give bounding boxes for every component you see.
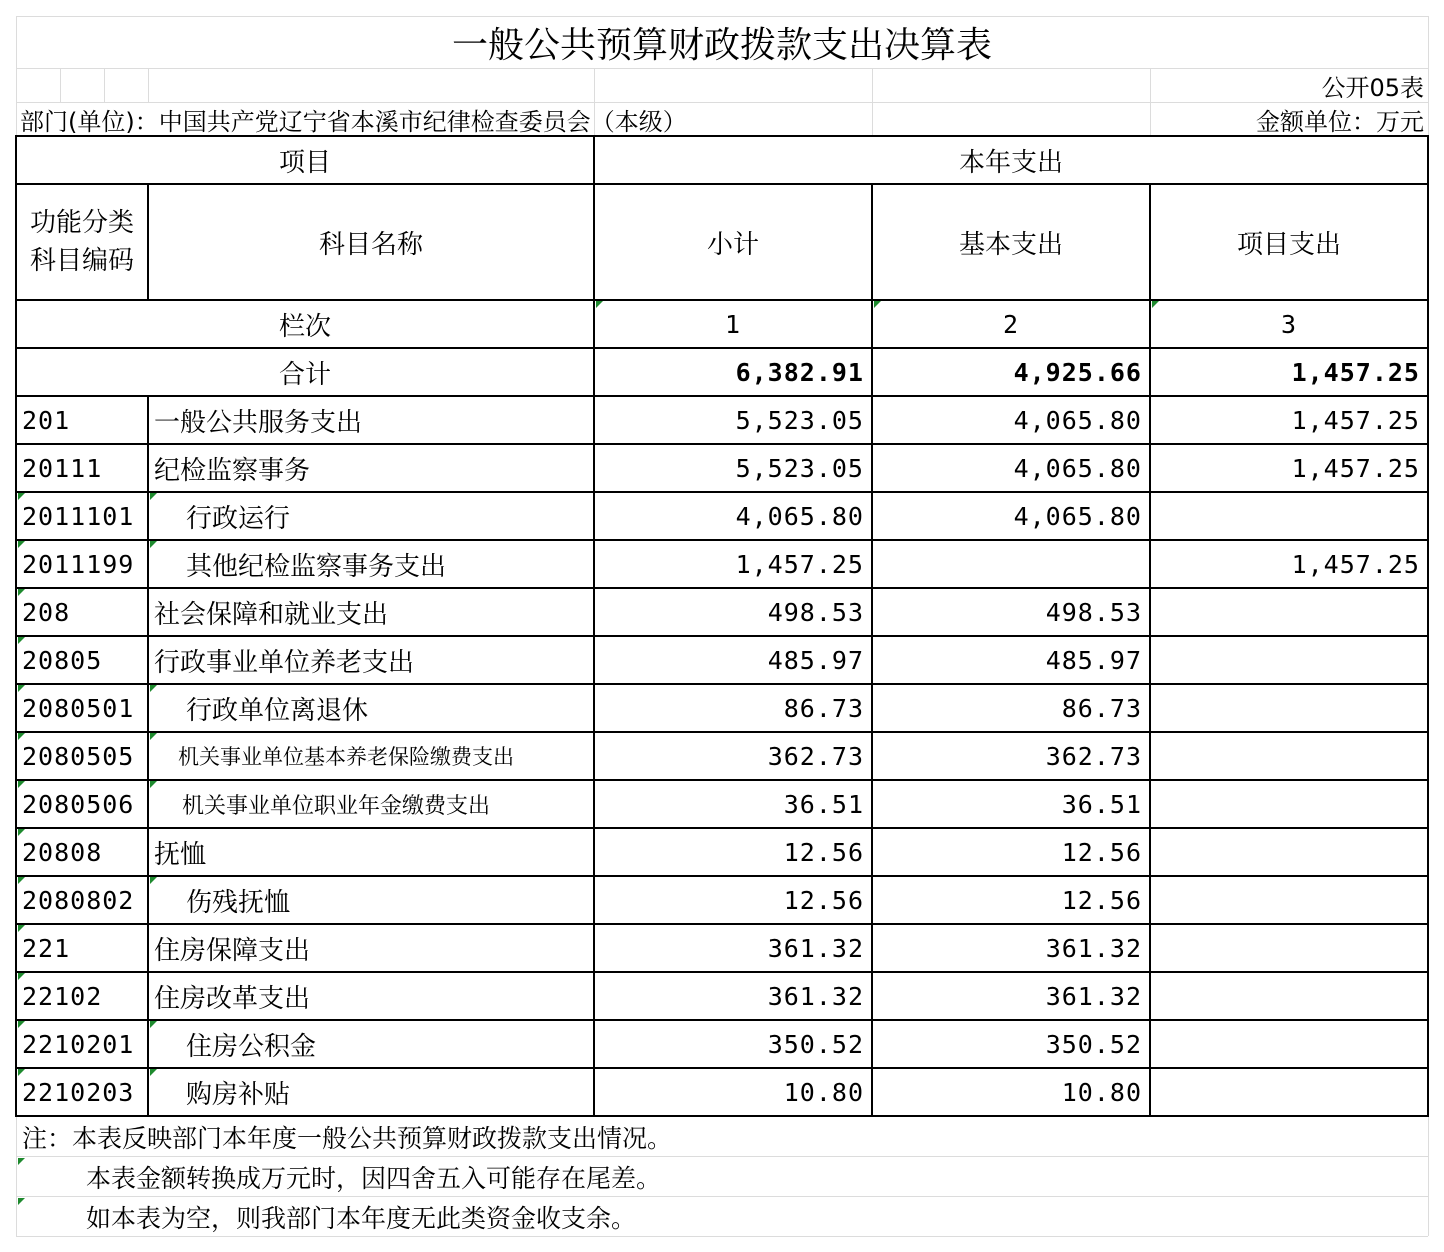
row-project <box>1150 492 1428 540</box>
row-name: 纪检监察事务 <box>154 455 311 486</box>
header-project: 项目 <box>278 147 331 178</box>
row-name: 购房补贴 <box>186 1079 291 1110</box>
header-code-line1: 功能分类 <box>29 208 134 238</box>
amount-unit: 金额单位：万元 <box>1256 107 1424 136</box>
header-subtotal: 小计 <box>706 229 759 260</box>
header-project-expense: 项目支出 <box>1236 229 1341 260</box>
row-subtotal: 5,523.05 <box>735 405 864 435</box>
row-name: 住房改革支出 <box>154 983 311 1014</box>
row-subtotal: 361.32 <box>767 933 864 963</box>
row-code: 2210201 <box>22 1029 135 1059</box>
row-project <box>1150 972 1428 1020</box>
row-project: 1,457.25 <box>1291 405 1420 435</box>
row-basic: 361.32 <box>1045 933 1142 963</box>
row-name: 一般公共服务支出 <box>154 407 363 438</box>
row-basic: 86.73 <box>1061 693 1142 723</box>
row-subtotal: 1,457.25 <box>735 549 864 579</box>
row-name: 其他纪检监察事务支出 <box>186 551 447 582</box>
row-subtotal: 4,065.80 <box>735 501 864 531</box>
row-name: 机关事业单位职业年金缴费支出 <box>182 793 491 819</box>
total-label: 合计 <box>278 359 331 390</box>
row-basic: 361.32 <box>1045 981 1142 1011</box>
total-subtotal: 6,382.91 <box>735 357 864 387</box>
column-number-3: 3 <box>1280 309 1298 339</box>
row-name: 行政事业单位养老支出 <box>154 647 415 678</box>
header-current-year: 本年支出 <box>958 147 1063 178</box>
row-code: 2080501 <box>22 693 135 723</box>
row-project <box>1150 732 1428 780</box>
row-basic: 485.97 <box>1045 645 1142 675</box>
note-line-1: 注：本表反映部门本年度一般公共预算财政拨款支出情况。 <box>22 1124 673 1153</box>
row-name: 伤残抚恤 <box>186 887 291 918</box>
row-code: 2080505 <box>22 741 135 771</box>
row-basic <box>872 540 1150 588</box>
header-basic: 基本支出 <box>958 229 1063 260</box>
column-number-label: 栏次 <box>278 311 331 342</box>
row-code: 20111 <box>22 453 103 483</box>
row-code: 2080802 <box>22 885 135 915</box>
row-name: 住房公积金 <box>186 1031 317 1062</box>
row-basic: 36.51 <box>1061 789 1142 819</box>
row-basic: 12.56 <box>1061 885 1142 915</box>
row-name: 抚恤 <box>154 839 207 870</box>
row-code: 20805 <box>22 645 103 675</box>
row-name: 行政单位离退休 <box>186 695 369 726</box>
row-project <box>1150 684 1428 732</box>
row-subtotal: 350.52 <box>767 1029 864 1059</box>
row-subtotal: 498.53 <box>767 597 864 627</box>
row-subtotal: 36.51 <box>783 789 864 819</box>
row-project <box>1150 828 1428 876</box>
row-code: 201 <box>22 405 71 435</box>
header-subject-name: 科目名称 <box>318 229 423 260</box>
page-title: 一般公共预算财政拨款支出决算表 <box>451 24 992 66</box>
row-name: 机关事业单位基本养老保险缴费支出 <box>178 745 514 769</box>
row-subtotal: 485.97 <box>767 645 864 675</box>
row-basic: 362.73 <box>1045 741 1142 771</box>
row-subtotal: 361.32 <box>767 981 864 1011</box>
note-line-3: 如本表为空，则我部门本年度无此类资金收支余。 <box>86 1204 637 1233</box>
row-code: 20808 <box>22 837 103 867</box>
row-project <box>1150 924 1428 972</box>
row-name: 社会保障和就业支出 <box>154 599 389 630</box>
row-subtotal: 5,523.05 <box>735 453 864 483</box>
row-project <box>1150 876 1428 924</box>
row-basic: 350.52 <box>1045 1029 1142 1059</box>
row-basic: 4,065.80 <box>1013 405 1142 435</box>
column-number-1: 1 <box>724 309 742 339</box>
row-code: 208 <box>22 597 71 627</box>
row-code: 221 <box>22 933 71 963</box>
department-label: 部门(单位)：中国共产党辽宁省本溪市纪律检查委员会（本级） <box>20 107 687 136</box>
row-name: 住房保障支出 <box>154 935 311 966</box>
column-number-2: 2 <box>1002 309 1020 339</box>
row-project: 1,457.25 <box>1291 453 1420 483</box>
row-code: 2080506 <box>22 789 135 819</box>
row-subtotal: 86.73 <box>783 693 864 723</box>
row-subtotal: 12.56 <box>783 837 864 867</box>
row-project <box>1150 1068 1428 1116</box>
row-code: 22102 <box>22 981 103 1011</box>
row-project <box>1150 588 1428 636</box>
row-project <box>1150 780 1428 828</box>
row-code: 2210203 <box>22 1077 135 1107</box>
row-basic: 10.80 <box>1061 1077 1142 1107</box>
row-code: 2011101 <box>22 501 135 531</box>
row-subtotal: 362.73 <box>767 741 864 771</box>
row-subtotal: 10.80 <box>783 1077 864 1107</box>
row-project: 1,457.25 <box>1291 549 1420 579</box>
row-project <box>1150 636 1428 684</box>
header-code-line2: 科目编码 <box>29 246 134 276</box>
form-number: 公开05表 <box>1321 73 1424 102</box>
total-project: 1,457.25 <box>1291 357 1420 387</box>
note-line-2: 本表金额转换成万元时，因四舍五入可能存在尾差。 <box>86 1164 662 1193</box>
row-project <box>1150 1020 1428 1068</box>
row-basic: 4,065.80 <box>1013 501 1142 531</box>
row-subtotal: 12.56 <box>783 885 864 915</box>
row-code: 2011199 <box>22 549 135 579</box>
header-code <box>16 184 148 300</box>
row-basic: 12.56 <box>1061 837 1142 867</box>
row-basic: 4,065.80 <box>1013 453 1142 483</box>
row-name: 行政运行 <box>186 503 291 534</box>
row-basic: 498.53 <box>1045 597 1142 627</box>
total-basic: 4,925.66 <box>1013 357 1142 387</box>
